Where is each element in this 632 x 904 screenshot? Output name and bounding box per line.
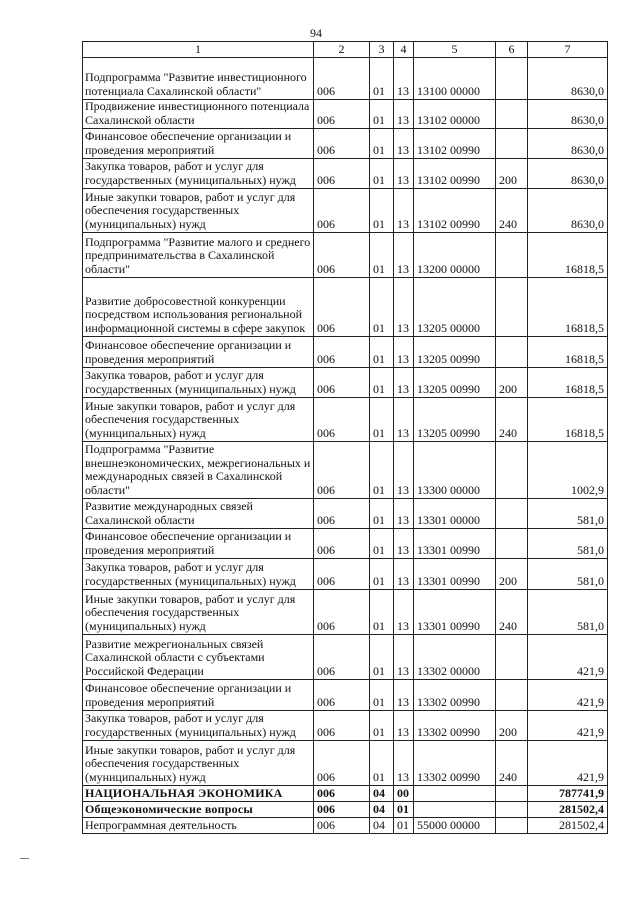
row-ministry-code: 006 — [314, 818, 370, 834]
row-expense-type: 240 — [496, 398, 528, 442]
table-row — [83, 559, 608, 590]
row-amount: 16818,5 — [528, 337, 608, 368]
row-expense-type: 200 — [496, 711, 528, 741]
row-expense-type — [496, 233, 528, 278]
row-target-article: 55000 00000 — [414, 818, 496, 834]
row-section-code: 01 — [370, 529, 394, 559]
row-expense-type: 240 — [496, 189, 528, 233]
row-amount: 281502,4 — [528, 802, 608, 818]
row-target-article: 13301 00000 — [414, 499, 496, 529]
row-subsection-code: 13 — [394, 58, 414, 100]
row-section-code: 01 — [370, 368, 394, 398]
row-section-code: 01 — [370, 58, 394, 100]
row-expense-type — [496, 278, 528, 337]
row-subsection-code: 13 — [394, 129, 414, 159]
row-section-code: 01 — [370, 442, 394, 499]
row-ministry-code: 006 — [314, 159, 370, 189]
table-row — [83, 129, 608, 159]
row-target-article — [414, 802, 496, 818]
margin-mark — [20, 858, 29, 859]
row-ministry-code: 006 — [314, 337, 370, 368]
row-name: Закупка товаров, работ и услуг для государственных (муниципальных) нужд — [83, 559, 314, 590]
table-row — [83, 442, 608, 499]
row-section-code: 01 — [370, 233, 394, 278]
table-row — [83, 337, 608, 368]
table-row — [83, 58, 608, 100]
row-section-code: 01 — [370, 337, 394, 368]
table-row — [83, 590, 608, 635]
column-number: 7 — [528, 42, 608, 58]
row-section-code: 01 — [370, 159, 394, 189]
row-expense-type: 240 — [496, 741, 528, 786]
row-amount: 16818,5 — [528, 278, 608, 337]
row-amount: 421,9 — [528, 711, 608, 741]
row-target-article: 13205 00990 — [414, 398, 496, 442]
row-subsection-code: 13 — [394, 100, 414, 129]
table-row — [83, 398, 608, 442]
row-target-article: 13301 00990 — [414, 559, 496, 590]
row-section-code: 01 — [370, 711, 394, 741]
row-section-code: 04 — [370, 818, 394, 834]
row-subsection-code: 13 — [394, 635, 414, 680]
row-amount: 8630,0 — [528, 100, 608, 129]
table-row — [83, 680, 608, 711]
budget-table — [82, 41, 608, 834]
row-name: Иные закупки товаров, работ и услуг для обеспечения государственных (муниципальных) нужд — [83, 590, 314, 635]
table-row — [83, 741, 608, 786]
table-row — [83, 159, 608, 189]
row-name: Развитие межрегиональных связей Сахалинской области с субъектами Российской Федерации — [83, 635, 314, 680]
row-subsection-code: 13 — [394, 368, 414, 398]
row-section-code: 01 — [370, 129, 394, 159]
row-ministry-code: 006 — [314, 368, 370, 398]
row-amount: 16818,5 — [528, 233, 608, 278]
row-subsection-code: 13 — [394, 711, 414, 741]
table-row — [83, 529, 608, 559]
row-name: Финансовое обеспечение организации и проведения мероприятий — [83, 529, 314, 559]
row-section-code: 01 — [370, 100, 394, 129]
row-ministry-code: 006 — [314, 442, 370, 499]
table-row — [83, 499, 608, 529]
row-name: Подпрограмма "Развитие малого и среднего предпринимательства в Сахалинской области" — [83, 233, 314, 278]
row-subsection-code: 13 — [394, 590, 414, 635]
row-target-article: 13100 00000 — [414, 58, 496, 100]
table-row — [83, 786, 608, 802]
row-target-article: 13301 00990 — [414, 590, 496, 635]
row-section-code: 01 — [370, 189, 394, 233]
row-name: Иные закупки товаров, работ и услуг для обеспечения государственных (муниципальных) нужд — [83, 398, 314, 442]
column-number: 3 — [370, 42, 394, 58]
row-name: Закупка товаров, работ и услуг для государственных (муниципальных) нужд — [83, 368, 314, 398]
row-target-article: 13102 00990 — [414, 189, 496, 233]
row-name: Финансовое обеспечение организации и проведения мероприятий — [83, 337, 314, 368]
row-ministry-code: 006 — [314, 233, 370, 278]
table-row — [83, 818, 608, 834]
row-ministry-code: 006 — [314, 802, 370, 818]
row-subsection-code: 13 — [394, 189, 414, 233]
row-amount: 1002,9 — [528, 442, 608, 499]
row-expense-type: 200 — [496, 559, 528, 590]
row-target-article: 13302 00990 — [414, 680, 496, 711]
row-subsection-code: 13 — [394, 159, 414, 189]
row-subsection-code: 01 — [394, 802, 414, 818]
row-expense-type — [496, 802, 528, 818]
row-section-code: 01 — [370, 398, 394, 442]
row-amount: 8630,0 — [528, 129, 608, 159]
row-target-article: 13205 00990 — [414, 368, 496, 398]
row-section-code: 01 — [370, 680, 394, 711]
row-expense-type: 240 — [496, 590, 528, 635]
row-target-article: 13302 00990 — [414, 711, 496, 741]
row-expense-type — [496, 442, 528, 499]
row-subsection-code: 13 — [394, 233, 414, 278]
row-expense-type — [496, 129, 528, 159]
row-subsection-code: 13 — [394, 529, 414, 559]
row-amount: 16818,5 — [528, 398, 608, 442]
row-amount: 581,0 — [528, 559, 608, 590]
row-amount: 8630,0 — [528, 189, 608, 233]
row-ministry-code: 006 — [314, 786, 370, 802]
row-subsection-code: 00 — [394, 786, 414, 802]
row-subsection-code: 13 — [394, 499, 414, 529]
row-name: Иные закупки товаров, работ и услуг для обеспечения государственных (муниципальных) нужд — [83, 189, 314, 233]
row-name: Непрограммная деятельность — [83, 818, 314, 834]
row-name: Закупка товаров, работ и услуг для государственных (муниципальных) нужд — [83, 711, 314, 741]
row-expense-type — [496, 100, 528, 129]
row-amount: 421,9 — [528, 741, 608, 786]
column-number: 4 — [394, 42, 414, 58]
row-name: Финансовое обеспечение организации и проведения мероприятий — [83, 129, 314, 159]
row-ministry-code: 006 — [314, 711, 370, 741]
row-target-article: 13300 00000 — [414, 442, 496, 499]
row-subsection-code: 13 — [394, 278, 414, 337]
row-ministry-code: 006 — [314, 499, 370, 529]
table-row — [83, 278, 608, 337]
row-section-code: 01 — [370, 278, 394, 337]
row-amount: 581,0 — [528, 590, 608, 635]
row-name: Развитие добросовестной конкуренции посредством использования региональной информационной системы в сфере закупок — [83, 278, 314, 337]
row-ministry-code: 006 — [314, 529, 370, 559]
column-number: 5 — [414, 42, 496, 58]
row-section-code: 04 — [370, 786, 394, 802]
row-amount: 281502,4 — [528, 818, 608, 834]
row-subsection-code: 13 — [394, 442, 414, 499]
row-name: Финансовое обеспечение организации и проведения мероприятий — [83, 680, 314, 711]
row-target-article: 13102 00000 — [414, 100, 496, 129]
row-section-code: 01 — [370, 741, 394, 786]
table-row — [83, 368, 608, 398]
row-amount: 421,9 — [528, 635, 608, 680]
row-target-article: 13102 00990 — [414, 129, 496, 159]
row-expense-type — [496, 499, 528, 529]
row-ministry-code: 006 — [314, 100, 370, 129]
row-amount: 8630,0 — [528, 58, 608, 100]
row-ministry-code: 006 — [314, 741, 370, 786]
row-subsection-code: 13 — [394, 559, 414, 590]
row-target-article — [414, 786, 496, 802]
row-expense-type: 200 — [496, 159, 528, 189]
row-ministry-code: 006 — [314, 189, 370, 233]
row-amount: 581,0 — [528, 499, 608, 529]
row-section-code: 04 — [370, 802, 394, 818]
table-row — [83, 100, 608, 129]
page-number: 94 — [310, 26, 322, 40]
row-ministry-code: 006 — [314, 680, 370, 711]
row-target-article: 13205 00990 — [414, 337, 496, 368]
column-number: 1 — [83, 42, 314, 58]
row-expense-type — [496, 680, 528, 711]
row-name: Развитие международных связей Сахалинской области — [83, 499, 314, 529]
row-subsection-code: 13 — [394, 741, 414, 786]
row-expense-type: 200 — [496, 368, 528, 398]
row-subsection-code: 01 — [394, 818, 414, 834]
table-row — [83, 189, 608, 233]
row-target-article: 13205 00000 — [414, 278, 496, 337]
row-name: Продвижение инвестиционного потенциала Сахалинской области — [83, 100, 314, 129]
column-number: 2 — [314, 42, 370, 58]
row-expense-type — [496, 786, 528, 802]
row-name: Подпрограмма "Развитие инвестиционного потенциала Сахалинской области" — [83, 58, 314, 100]
row-ministry-code: 006 — [314, 398, 370, 442]
row-ministry-code: 006 — [314, 58, 370, 100]
row-name: Иные закупки товаров, работ и услуг для обеспечения государственных (муниципальных) нужд — [83, 741, 314, 786]
row-ministry-code: 006 — [314, 590, 370, 635]
row-section-code: 01 — [370, 590, 394, 635]
row-target-article: 13302 00000 — [414, 635, 496, 680]
row-ministry-code: 006 — [314, 278, 370, 337]
column-number-row — [83, 42, 608, 58]
row-target-article: 13200 00000 — [414, 233, 496, 278]
row-expense-type — [496, 58, 528, 100]
row-target-article: 13302 00990 — [414, 741, 496, 786]
row-name: Подпрограмма "Развитие внешнеэкономических, межрегиональных и международных связей в Сахалинской области" — [83, 442, 314, 499]
row-amount: 421,9 — [528, 680, 608, 711]
row-amount: 16818,5 — [528, 368, 608, 398]
row-subsection-code: 13 — [394, 398, 414, 442]
table-row — [83, 233, 608, 278]
row-expense-type — [496, 337, 528, 368]
row-target-article: 13301 00990 — [414, 529, 496, 559]
row-amount: 8630,0 — [528, 159, 608, 189]
row-section-code: 01 — [370, 635, 394, 680]
row-section-code: 01 — [370, 559, 394, 590]
row-subsection-code: 13 — [394, 337, 414, 368]
row-target-article: 13102 00990 — [414, 159, 496, 189]
row-ministry-code: 006 — [314, 129, 370, 159]
row-ministry-code: 006 — [314, 635, 370, 680]
table-row — [83, 802, 608, 818]
row-expense-type — [496, 818, 528, 834]
row-amount: 581,0 — [528, 529, 608, 559]
row-name: Общеэкономические вопросы — [83, 802, 314, 818]
row-section-code: 01 — [370, 499, 394, 529]
table-row — [83, 711, 608, 741]
row-amount: 787741,9 — [528, 786, 608, 802]
row-expense-type — [496, 635, 528, 680]
row-name: Закупка товаров, работ и услуг для государственных (муниципальных) нужд — [83, 159, 314, 189]
row-subsection-code: 13 — [394, 680, 414, 711]
row-name: НАЦИОНАЛЬНАЯ ЭКОНОМИКА — [83, 786, 314, 802]
row-expense-type — [496, 529, 528, 559]
table-row — [83, 635, 608, 680]
column-number: 6 — [496, 42, 528, 58]
row-ministry-code: 006 — [314, 559, 370, 590]
